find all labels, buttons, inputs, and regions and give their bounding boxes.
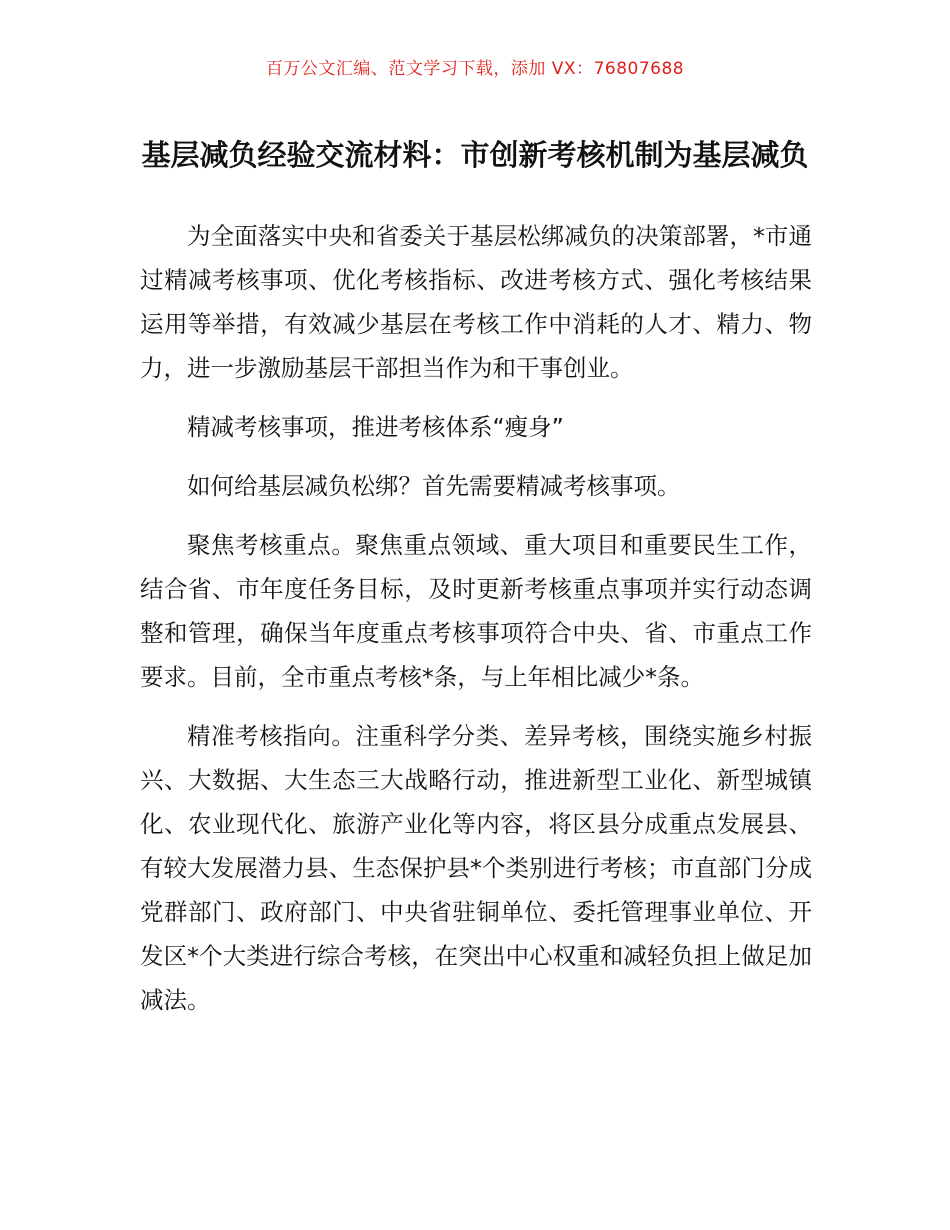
paragraph-focus: 聚焦考核重点。聚焦重点领域、重大项目和重要民生工作，结合省、市年度任务目标，及时更新考核重点事项并实行动态调整和管理，确保当年度重点考核事项符合中央、省、市重点工作要求。目前，全市重点考核*条，与上年相比减少*条。: [140, 531, 812, 691]
section-heading: 精减考核事项，推进考核体系“瘦身”: [187, 413, 564, 441]
header-banner: 百万公文汇编、范文学习下载，添加 VX：76807688: [265, 59, 685, 79]
document-body: [140, 214, 812, 1037]
document-title: 基层减负经验交流材料：市创新考核机制为基层减负: [141, 138, 809, 173]
paragraph-intro: 为全面落实中央和省委关于基层松绑减负的决策部署，*市通过精减考核事项、优化考核指标、改进考核方式、强化考核结果运用等举措，有效减少基层在考核工作中消耗的人才、精力、物力，进一步激励基层干部担当作为和干事创业。: [140, 222, 812, 382]
paragraph-precision: 精准考核指向。注重科学分类、差异考核，围绕实施乡村振兴、大数据、大生态三大战略行动，推进新型工业化、新型城镇化、农业现代化、旅游产业化等内容，将区县分成重点发展县、有较大发展潜力县、生态保护县*个类别进行考核；市直部门分成党群部门、政府部门、中央省驻铜单位、委托管理事业单位、开发区*个大类进行综合考核，在突出中心权重和减轻负担上做足加减法。: [140, 722, 812, 1014]
paragraph-question: 如何给基层减负松绑？首先需要精减考核事项。: [187, 472, 681, 500]
